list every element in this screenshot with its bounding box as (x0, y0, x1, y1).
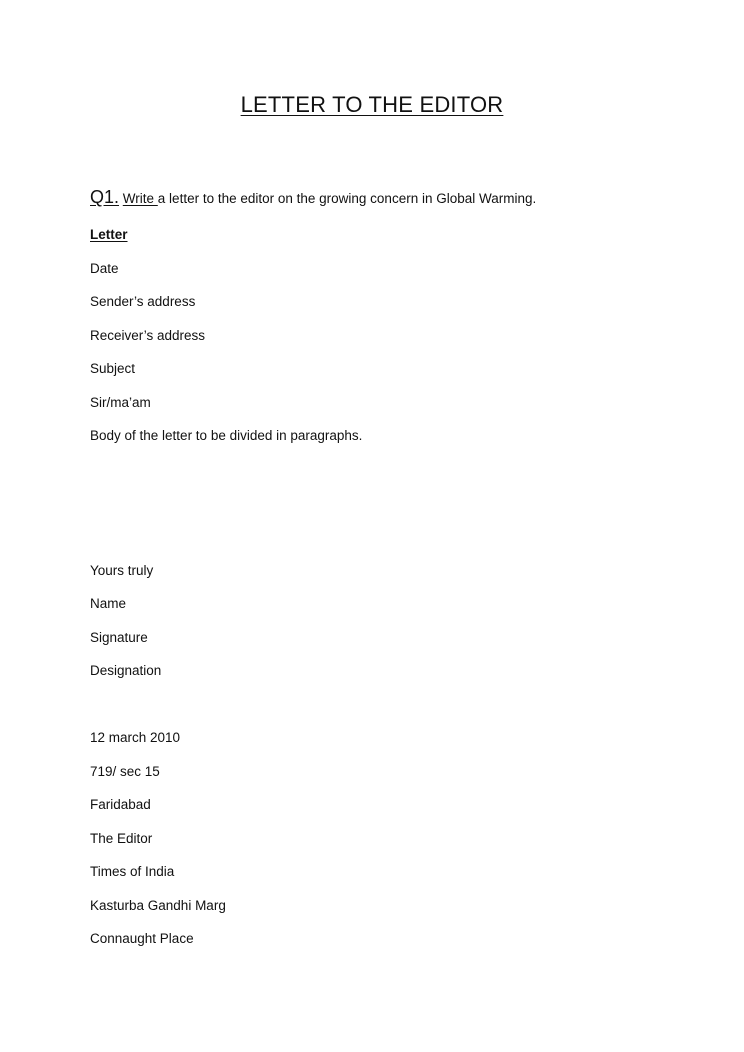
format-item-date: Date (90, 261, 119, 276)
answer-receiver-line3: Kasturba Gandhi Marg (90, 898, 226, 913)
letter-format-heading: Letter (90, 227, 128, 242)
question-number: Q1. (90, 187, 120, 207)
answer-sender-address-line1: 719/ sec 15 (90, 764, 160, 779)
format-item-senders-address: Sender’s address (90, 294, 196, 309)
page-title-text: LETTER TO THE EDITOR (240, 92, 504, 117)
format-item-subject: Subject (90, 361, 136, 376)
format-closing-yours-truly: Yours truly (90, 563, 154, 578)
format-item-salutation: Sir/ma’am (90, 395, 151, 410)
answer-receiver-line1: The Editor (90, 831, 153, 846)
format-closing-signature: Signature (90, 630, 148, 645)
format-item-body: Body of the letter to be divided in paragraphs. (90, 428, 363, 443)
format-closing-designation: Designation (90, 663, 162, 678)
question-line (90, 189, 536, 207)
answer-receiver-line2: Times of India (90, 864, 175, 879)
question-verb: Write (122, 191, 158, 206)
format-item-receivers-address: Receiver’s address (90, 328, 206, 343)
answer-sender-address-line2: Faridabad (90, 797, 151, 812)
page-title (0, 92, 744, 118)
question-text: a letter to the editor on the growing concern in Global Warming. (157, 191, 537, 206)
answer-receiver-line4: Connaught Place (90, 931, 194, 946)
answer-date: 12 march 2010 (90, 730, 181, 745)
format-closing-name: Name (90, 596, 127, 611)
